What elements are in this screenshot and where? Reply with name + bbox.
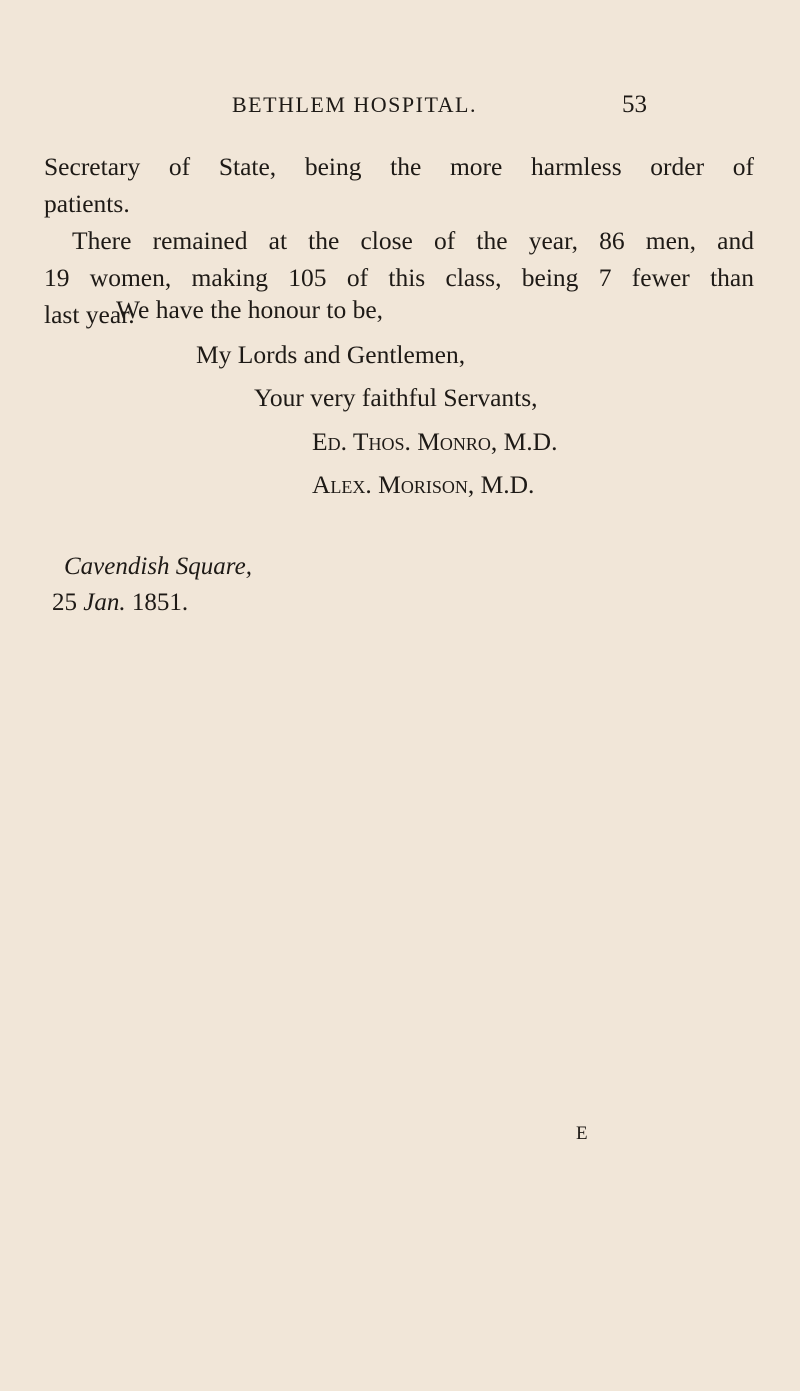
signer-1: Ed. Thos. Monro, M.D. — [312, 427, 558, 456]
paragraph-2-line-3: last year. — [44, 300, 135, 329]
closing-line-3: Your very faithful Servants, — [254, 383, 538, 412]
signer-2: Alex. Morison, M.D. — [312, 470, 535, 499]
closing-line-1: We have the honour to be, — [116, 295, 384, 324]
date-day: 25 — [52, 589, 77, 616]
paragraph-1-line-2: patients. — [44, 189, 130, 218]
paragraph-2-line-2: 19 women, making 105 of this class, being 7 fewer than — [44, 263, 754, 292]
date-month: Jan. — [83, 589, 126, 616]
paragraph-2-line-1: There remained at the close of the year, 86 men, and — [72, 226, 754, 255]
signature-mark: E — [576, 1123, 588, 1144]
paragraph-1 — [44, 148, 754, 222]
running-head: BETHLEM HOSPITAL. — [232, 92, 477, 117]
closing-line-2: My Lords and Gentlemen, — [196, 340, 466, 369]
page-number: 53 — [622, 91, 647, 118]
page-header — [0, 92, 800, 128]
paragraph-1-line-1: Secretary of State, being the more harmless order of — [44, 152, 754, 181]
place-location: Cavendish Square, — [64, 553, 252, 580]
date-year: 1851. — [131, 589, 189, 616]
place-and-date — [52, 549, 252, 621]
